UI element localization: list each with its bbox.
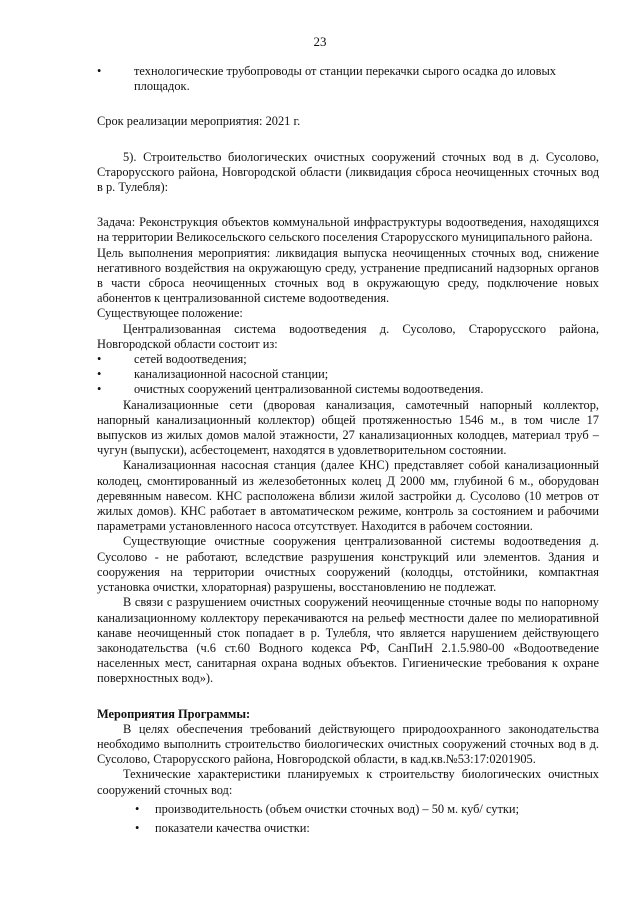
- page-number: 23: [313, 34, 327, 49]
- pump-station-paragraph: Канализационная насосная станция (далее КНС) представляет собой канализационный колодец, смонтированный из железобетонных колец Д 2000 мм, глубиной 6 м., оборудован деревянным навесом. КНС расположена вблизи жилой застройки д. Сусолово (10 метров от жилых домов). КНС работает в автоматическом режиме, контроль за состоянием и рабочими параметрами установленного насоса отсутствует. Находится в рабочем состоянии.: [97, 458, 599, 534]
- tech-list-item: • показатели качества очистки:: [97, 821, 599, 836]
- program-heading: Мероприятия Программы:: [97, 706, 251, 721]
- system-list-item: • очистных сооружений централизованной системы водоотведения.: [97, 382, 599, 397]
- existing-heading: Существующее положение:: [97, 306, 243, 321]
- tech-list-item: • производительность (объем очистки сточных вод) – 50 м. куб/ сутки;: [97, 802, 599, 817]
- task-text: Задача: Реконструкция объектов коммунальной инфраструктуры водоотведения, находящихся на территории Великосельского сельского поселения Старорусского муниципального района.: [97, 215, 599, 245]
- treatment-facilities-paragraph: Существующие очистные сооружения централизованной системы водоотведения д. Сусолово - не работают, вследствие разрушения конструкций или элементов. Здания и сооружения на территории очистных сооружений (колодцы, отстойники, компактная установка очистки, хлораторная) разрушены, восстановлению не подлежат.: [97, 534, 599, 595]
- top-bullet-item: • технологические трубопроводы от станции перекачки сырого осадка до иловых площадок.: [97, 64, 599, 94]
- system-list-item: • сетей водоотведения;: [97, 352, 599, 367]
- document-body: [97, 64, 599, 836]
- violation-paragraph: В связи с разрушением очистных сооружений неочищенные сточные воды по напорному канализационному коллектору перекачиваются на рельеф местности далее по мелиоративной канаве неочищенный сток попадает в р. Тулебля, что является нарушением действующего законодательства (ч.6 ст.60 Водного кодекса РФ, СанПиН 2.1.5.980-00 «Водоотведение населенных мест, санитарная охрана водных объектов. Гигиенические требования к охране поверхностных вод»).: [97, 595, 599, 686]
- item5-title: 5). Строительство биологических очистных сооружений сточных вод в д. Сусолово, Старорусского района, Новгородской области (ликвидация сброса неочищенных сточных вод в р. Тулебля):: [97, 149, 599, 195]
- sewer-networks-paragraph: Канализационные сети (дворовая канализация, самотечный напорный коллектор, напорный канализационный коллектор) общей протяженностью 1546 м., в том числе 17 выпусков из жилых домов малой этажности, 27 канализационных колодцев, материал труб – чугун (выпуски), асбестоцемент, находятся в удовлетворительном состоянии.: [97, 397, 599, 458]
- goal-text: Цель выполнения мероприятия: ликвидация выпуска неочищенных сточных вод, снижение негативного воздействия на окружающую среду, устранение предписаний надзорных органов в части сброса неочищенных сточных вод в окружающую среду, подключение новых абонентов к централизованной системе водоотведения.: [97, 245, 599, 306]
- tech-intro: Технические характеристики планируемых к строительству биологических очистных сооружений сточных вод:: [97, 767, 599, 797]
- system-list-item: • канализационной насосной станции;: [97, 367, 599, 382]
- deadline-text: Срок реализации мероприятия: 2021 г.: [97, 114, 301, 129]
- program-text: В целях обеспечения требований действующего природоохранного законодательства необходимо выполнить строительство биологических очистных сооружений сточных вод в д. Сусолово, Старорусского района, Новгородской области, в кад.кв.№53:17:0201905.: [97, 721, 599, 767]
- system-intro: Централизованная система водоотведения д. Сусолово, Старорусского района, Новгородской области состоит из:: [97, 321, 599, 351]
